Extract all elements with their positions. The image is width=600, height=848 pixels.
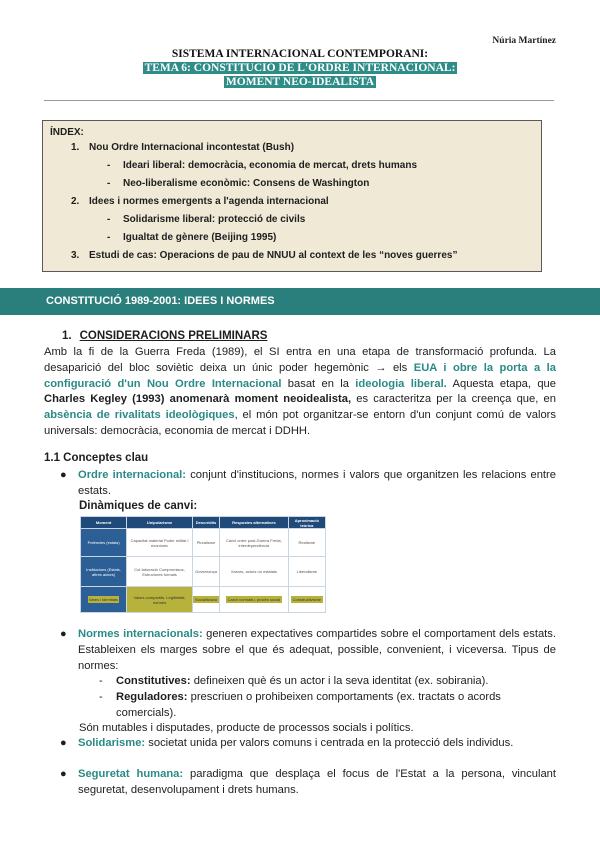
table-cell: Col·laboració Compromisos, Estructures formals bbox=[127, 557, 193, 587]
index-item: 3. Estudi de cas: Operacions de pau de NNUU al context de les “noves guerres” bbox=[71, 250, 458, 261]
dynamics-label: Dinàmiques de canvi: bbox=[79, 500, 198, 512]
index-box bbox=[42, 120, 542, 272]
title-line-2: TEMA 6: CONSTITUCIÓ DE L'ORDRE INTERNACIONAL: bbox=[144, 62, 456, 74]
index-subitem: - Ideari liberal: democràcia, economia de mercat, drets humans bbox=[107, 160, 417, 171]
index-subitem: - Solidarisme liberal: protecció de civils bbox=[107, 214, 306, 225]
index-item: 2. Idees i normes emergents a l'agenda internacional bbox=[71, 196, 329, 207]
title-line-3: MOMENT NEO-IDEALISTA bbox=[225, 76, 375, 88]
header-divider bbox=[44, 100, 554, 101]
table-cell: Institucions (Estats, altres actors) bbox=[81, 557, 127, 587]
bullet-icon: ● bbox=[60, 469, 67, 481]
table-header: Unipolarisme bbox=[127, 517, 193, 529]
index-title: ÍNDEX: bbox=[50, 127, 84, 138]
subsection-heading: 1.1 Conceptes clau bbox=[44, 452, 149, 464]
table-cell: Socialització bbox=[192, 587, 219, 613]
index-subitem: - Igualtat de gènere (Beijing 1995) bbox=[107, 232, 277, 243]
section-heading: 1. CONSIDERACIONS PRELIMINARS bbox=[62, 330, 268, 342]
bullet-icon: ● bbox=[60, 628, 67, 640]
table-cell: Xarxes, actors no estatals bbox=[220, 557, 288, 587]
document-title bbox=[0, 47, 600, 89]
index-subitem: - Neo-liberalisme econòmic: Consens de Washington bbox=[107, 178, 370, 189]
table-header: Moment bbox=[81, 517, 127, 529]
table-cell: Pluralisme bbox=[192, 529, 219, 557]
mutable-note: Són mutables i disputades, producte de processos socials i polítics. bbox=[79, 722, 414, 734]
table-header: Descrédits bbox=[192, 517, 219, 529]
table-cell: Realisme bbox=[288, 529, 325, 557]
list-item: ● Seguretat humana: paradigma que desplaça el focus de l'Estat a la persona, vinculant seguretat, desenvolupament i drets humans. bbox=[60, 768, 556, 796]
table-cell: Governança bbox=[192, 557, 219, 587]
table-cell: Canvi ordre post-Guerra Freda, interdependència bbox=[220, 529, 288, 557]
list-subitem: - Constitutives: defineixen què és un actor i la seva identitat (ex. sobirania). bbox=[99, 675, 489, 687]
table-cell: Liberalisme bbox=[288, 557, 325, 587]
index-item: 1. Nou Ordre Internacional incontestat (Bush) bbox=[71, 142, 295, 153]
list-item: ● Normes internacionals: generen expectatives compartides sobre el comportament dels estats. Estableixen els marges sobre el que és adequat, possible, convenient, i viceversa. Tipus de normes: bbox=[60, 628, 556, 672]
list-item: ● Solidarisme: societat unida per valors comuns i centrada en la protecció dels individus. bbox=[60, 736, 556, 752]
table-cell: Idees i identitats bbox=[81, 587, 127, 613]
dynamics-table bbox=[80, 516, 326, 613]
list-item: ● Ordre internacional: conjunt d'institucions, normes i valors que organitzen les relacions entre estats. bbox=[60, 469, 556, 497]
table-header: Aproximació teòrica bbox=[288, 517, 325, 529]
bullet-icon: ● bbox=[60, 768, 67, 780]
author-name: Núria Martínez bbox=[492, 36, 556, 46]
table-cell: Capacitat material Poder militar i econòmic bbox=[127, 529, 193, 557]
table-cell: Potències (estats) bbox=[81, 529, 127, 557]
table-cell: Canvi normatiu, procés social bbox=[220, 587, 288, 613]
table-header: Respostes alternatives bbox=[220, 517, 288, 529]
table-cell: Constructivisme bbox=[288, 587, 325, 613]
section-banner: CONSTITUCIÓ 1989-2001: IDEES I NORMES bbox=[0, 288, 600, 315]
intro-paragraph: Amb la fi de la Guerra Freda (1989), el SI entra en una etapa de transformació profunda. La desaparició del bloc soviètic deixa un únic poder hegemònic → els EUA i obre la porta a la configuració d'un Nou Ordre Internacional basat en la ideologia liberal. Aquesta etapa, que Charles Kegley (1993) anomenarà moment neoidealista, es caracteritza per la creença que, en absència de rivalitats ideològiques, el món pot organitzar-se entorn d'un conjunt comú de valors universals: democràcia, economia de mercat i DDHH. bbox=[44, 346, 556, 437]
table-cell: Valors compartits, Legitimitat, normes bbox=[127, 587, 193, 613]
title-line-1: SISTEMA INTERNACIONAL CONTEMPORANI: bbox=[171, 48, 429, 60]
bullet-icon: ● bbox=[60, 737, 67, 749]
list-subitem: - Reguladores: prescriuen o prohibeixen comportaments (ex. tractats o acords comercials). bbox=[99, 691, 501, 719]
